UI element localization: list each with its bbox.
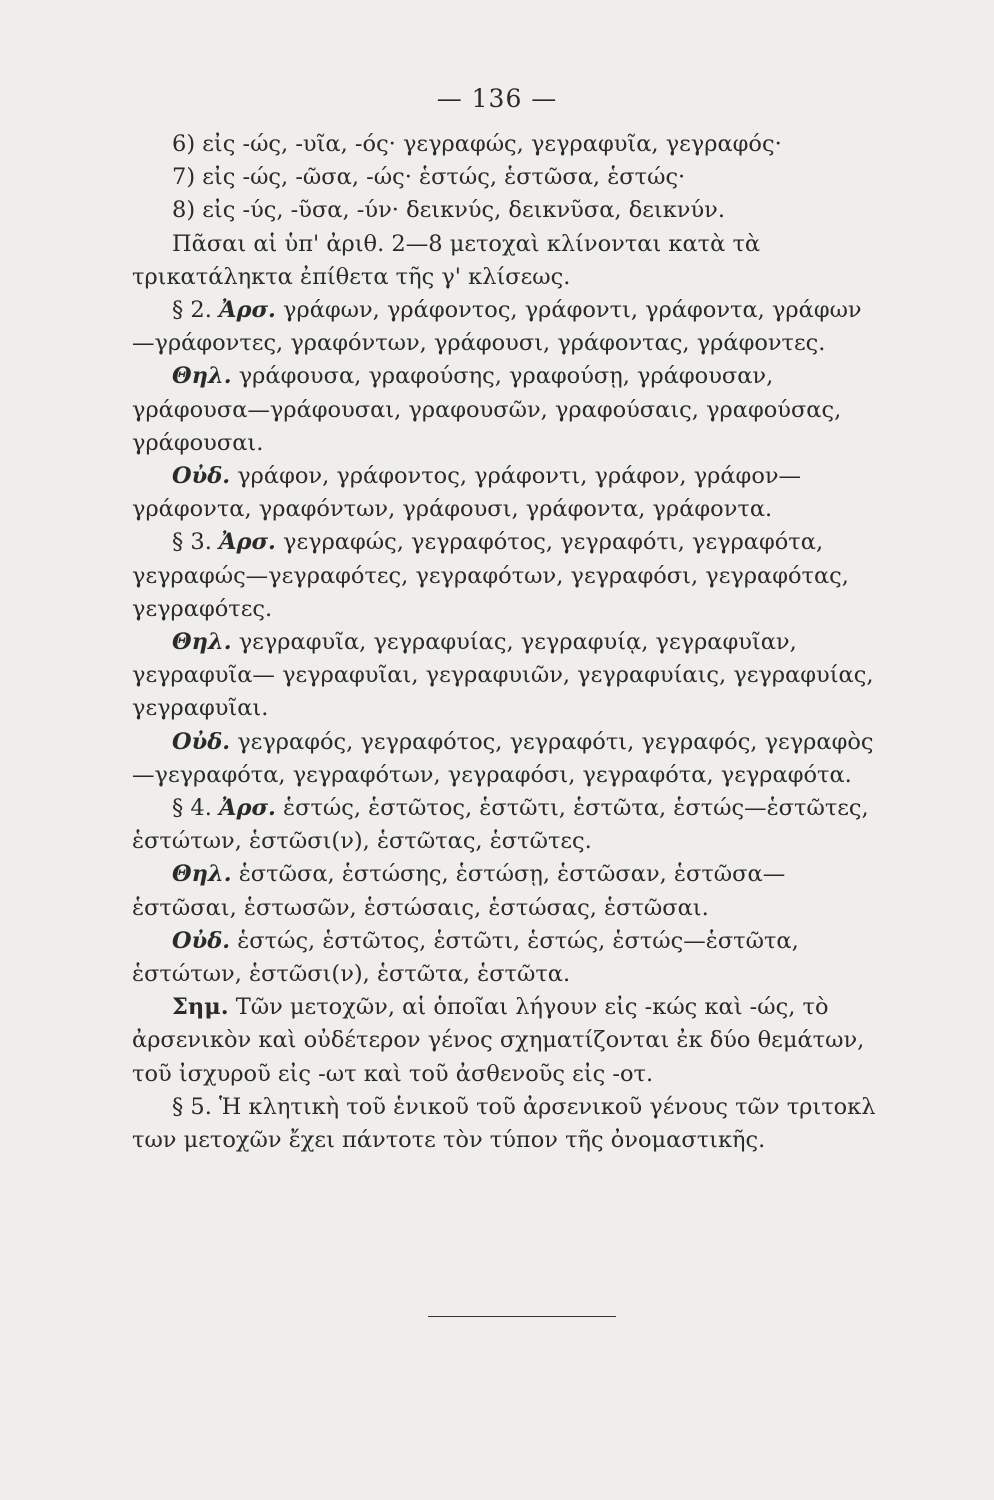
section-2-neuter bbox=[132, 460, 880, 526]
page-body bbox=[132, 128, 880, 1157]
feminine-forms: γεγραφυῖα, γεγραφυίας, γεγραφυίᾳ, γεγραφυῖαν, γεγραφυῖα— γεγραφυῖαι, γεγραφυιῶν, γεγραφυίαις, γεγραφυίας, γεγραφυῖαι. bbox=[132, 629, 874, 722]
section-4-masculine bbox=[132, 792, 880, 858]
list-item: 6) εἰς -ώς, -υῖα, -ός· γεγραφώς, γεγραφυῖα, γεγραφός· bbox=[172, 131, 782, 157]
section-5-text: Ἡ κλητικὴ τοῦ ἑνικοῦ τοῦ ἀρσενικοῦ γένους τῶν τριτοκλ των μετοχῶν ἔχει πάντοτε τὸν τύπον τῆς ὀνομαστικῆς. bbox=[132, 1093, 876, 1154]
page-number: — 136 — bbox=[436, 84, 558, 113]
list-item: 7) εἰς -ώς, -ῶσα, -ώς· ἑστώς, ἑστῶσα, ἑστώς· bbox=[172, 164, 686, 191]
section-3-feminine bbox=[132, 626, 880, 726]
footer-rule bbox=[428, 1316, 616, 1317]
feminine-label: Θηλ. bbox=[172, 861, 232, 888]
masculine-forms: γράφων, γράφοντος, γράφοντι, γράφοντα, γράφων —γράφοντες, γραφόντων, γράφουσι, γράφοντας, γράφοντες. bbox=[132, 297, 862, 357]
neuter-forms: γράφον, γράφοντος, γράφοντι, γράφον, γράφον—γράφοντα, γραφόντων, γράφουσι, γράφοντα, γράφοντα. bbox=[132, 463, 802, 523]
feminine-label: Θηλ. bbox=[172, 363, 232, 390]
section-3-masculine bbox=[132, 526, 880, 626]
masculine-forms: ἑστώς, ἑστῶτος, ἑστῶτι, ἑστῶτα, ἑστώς—ἑστῶτες, ἑστώτων, ἑστῶσι(ν), ἑστῶτας, ἑστῶτες. bbox=[132, 795, 869, 855]
section-number: § 2. bbox=[172, 297, 212, 324]
section-3-neuter bbox=[132, 726, 880, 792]
neuter-label: Οὐδ. bbox=[172, 463, 231, 490]
list-item: 8) εἰς -ύς, -ῦσα, -ύν· δεικνύς, δεικνῦσα, δεικνύν. bbox=[172, 197, 725, 224]
section-number: § 5. bbox=[172, 1093, 212, 1120]
section-2-feminine bbox=[132, 360, 880, 460]
feminine-label: Θηλ. bbox=[172, 629, 232, 656]
feminine-forms: ἑστῶσα, ἑστώσης, ἑστώσῃ, ἑστῶσαν, ἑστῶσα—ἑστῶσαι, ἑστωσῶν, ἑστώσαις, ἑστώσας, ἑστῶσαι. bbox=[132, 861, 786, 921]
section-number: § 4. bbox=[172, 795, 212, 822]
masculine-forms: γεγραφώς, γεγραφότος, γεγραφότι, γεγραφότα, γεγραφώς—γεγραφότες, γεγραφότων, γεγραφόσι, γεγραφότας, γεγραφότες. bbox=[132, 529, 849, 622]
section-number: § 3. bbox=[172, 529, 212, 556]
intro-paragraph: Πᾶσαι αἱ ὑπ' ἀριθ. 2—8 μετοχαὶ κλίνονται κατὰ τὰ τρικατάληκτα ἐπίθετα τῆς γ' κλίσεως. bbox=[132, 230, 761, 290]
neuter-label: Οὐδ. bbox=[172, 927, 231, 954]
neuter-forms: ἑστώς, ἑστῶτος, ἑστῶτι, ἑστώς, ἑστώς—ἑστῶτα, ἑστώτων, ἑστῶσι(ν), ἑστῶτα, ἑστῶτα. bbox=[132, 927, 799, 988]
note-text: Τῶν μετοχῶν, αἱ ὁποῖαι λήγουν εἰς -κώς καὶ -ώς, τὸ ἀρσενικὸν καὶ οὐδέτερον γένος σχηματίζονται ἐκ δύο θεμάτων, τοῦ ἰσχυροῦ εἰς -ωτ καὶ τοῦ ἀσθενοῦς εἰς -οτ. bbox=[132, 994, 865, 1087]
note-paragraph bbox=[132, 991, 880, 1091]
masculine-label: Ἀρσ. bbox=[219, 529, 276, 556]
section-4-feminine bbox=[132, 858, 880, 924]
masculine-label: Ἀρσ. bbox=[219, 297, 276, 324]
masculine-label: Ἀρσ. bbox=[219, 795, 276, 822]
section-2-masculine bbox=[132, 294, 880, 360]
section-4-neuter bbox=[132, 925, 880, 991]
neuter-label: Οὐδ. bbox=[172, 728, 231, 755]
note-label: Σημ. bbox=[172, 994, 229, 1021]
section-5-paragraph bbox=[132, 1091, 880, 1157]
neuter-forms: γεγραφός, γεγραφότος, γεγραφότι, γεγραφός, γεγραφὸς —γεγραφότα, γεγραφότων, γεγραφόσι, γεγραφότα, γεγραφότα. bbox=[132, 728, 874, 788]
feminine-forms: γράφουσα, γραφούσης, γραφούσῃ, γράφουσαν, γράφουσα—γράφουσαι, γραφουσῶν, γραφούσαις, γραφούσας, γράφουσαι. bbox=[132, 363, 842, 456]
